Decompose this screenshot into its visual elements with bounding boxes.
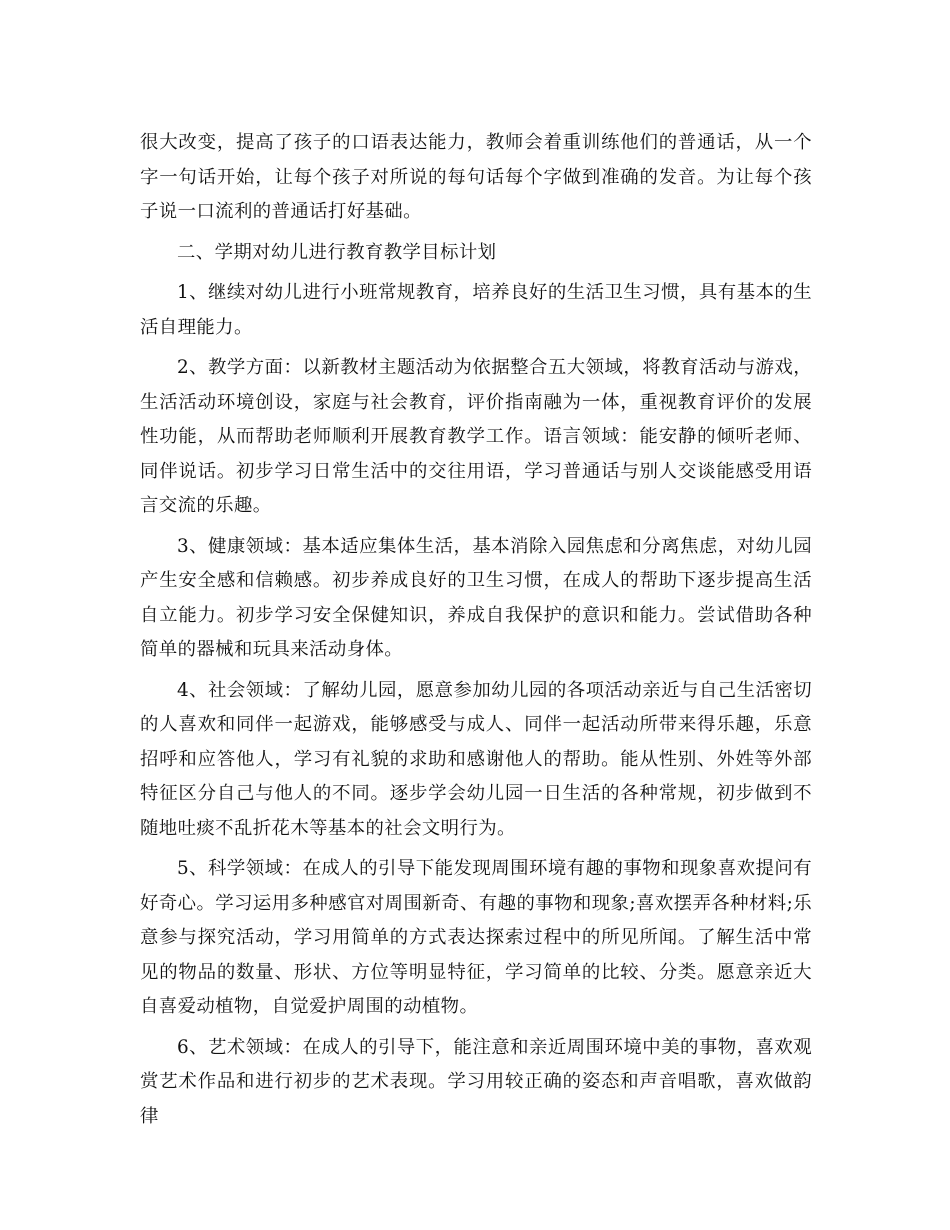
paragraph-item-3: 3、健康领域：基本适应集体生活，基本消除入园焦虑和分离焦虑，对幼儿园产生安全感和信赖感。初步养成良好的卫生习惯，在成人的帮助下逐步提高生活自立能力。初步学习安全保健知识，养成自我保护的意识和能力。尝试借助各种简单的器械和玩具来活动身体。 (140, 535, 812, 660)
paragraph-continuation: 很大改变，提高了孩子的口语表达能力，教师会着重训练他们的普通话，从一个字一句话开始，让每个孩子对所说的每句话每个字做到准确的发音。为让每个孩子说一口流利的普通话打好基础。 (140, 132, 812, 222)
paragraph-item-6: 6、艺术领域：在成人的引导下，能注意和亲近周围环境中美的事物，喜欢观赏艺术作品和进行初步的艺术表现。学习用较正确的姿态和声音唱歌，喜欢做韵律 (140, 1036, 812, 1127)
paragraph-item-2: 2、教学方面：以新教材主题活动为依据整合五大领域，将教育活动与游戏，生活活动环境创设，家庭与社会教育，评价指南融为一体，重视教育评价的发展性功能，从而帮助老师顺利开展教育教学工作。语言领域：能安静的倾听老师、同伴说话。初步学习日常生活中的交往用语，学习普通话与别人交谈能感受用语言交流的乐趣。 (140, 357, 812, 516)
paragraph-item-4: 4、社会领域：了解幼儿园，愿意参加幼儿园的各项活动亲近与自己生活密切的人喜欢和同伴一起游戏，能够感受与成人、同伴一起活动所带来得乐趣，乐意招呼和应答他人，学习有礼貌的求助和感谢他人的帮助。能从性别、外姓等外部特征区分自己与他人的不同。逐步学会幼儿园一日生活的各种常规，初步做到不随地吐痰不乱折花木等基本的社会文明行为。 (140, 679, 812, 839)
document-body (140, 126, 812, 1140)
section-heading: 二、学期对幼儿进行教育教学目标计划 (177, 241, 497, 263)
paragraph-item-5: 5、科学领域：在成人的引导下能发现周围环境有趣的事物和现象喜欢提问有好奇心。学习运用多种感官对周围新奇、有趣的事物和现象;喜欢摆弄各种材料;乐意参与探究活动，学习用简单的方式表达探索过程中的所见所闻。了解生活中常见的物品的数量、形状、方位等明显特征，学习简单的比较、分类。愿意亲近大自喜爱动植物，自觉爱护周围的动植物。 (140, 858, 812, 1017)
paragraph-item-1: 1、继续对幼儿进行小班常规教育，培养良好的生活卫生习惯，具有基本的生活自理能力。 (140, 282, 812, 338)
